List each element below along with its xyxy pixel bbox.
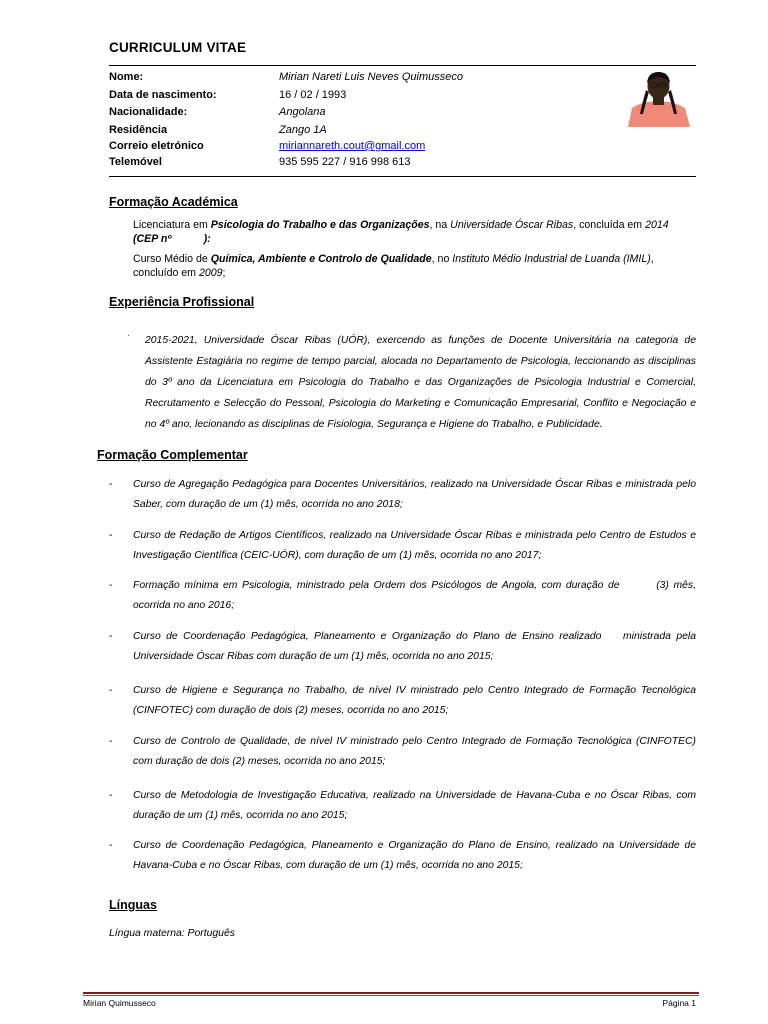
section-title-languages: Línguas (109, 898, 157, 912)
list-item-text: Curso de Redação de Artigos Científicos, realizado na Universidade Óscar Ribas e ministrada pelo Centro de Estudos e Investigação Científica (CEIC-UÓR), com duração de um (1) mês, ocorrida no ano 2017; (133, 530, 696, 561)
info-value: 16 / 02 / 1993 (279, 89, 347, 101)
info-label: Residência (109, 124, 168, 136)
academic-text: , no (431, 253, 453, 265)
academic-text: , na (429, 219, 451, 231)
list-item-text: Curso de Coordenação Pedagógica, Planeamento e Organização do Plano de Ensino, realizado na Universidade de Havana-Cuba e no Óscar Ribas, com duração de um (1) mês, ocorrida no ano 2015; (133, 840, 696, 871)
profile-photo (624, 70, 693, 127)
footer-divider-thin (83, 995, 699, 996)
academic-institution: Universidade Óscar Ribas (450, 219, 574, 231)
native-language: Língua materna: Português (109, 928, 235, 939)
list-dash: - (109, 840, 113, 851)
academic-institution: Instituto Médio Industrial de Luanda (IMIL) (452, 253, 651, 265)
section-title-complementary: Formação Complementar (97, 448, 248, 462)
academic-year: 2014 (645, 219, 669, 231)
info-label: Telemóvel (109, 156, 162, 168)
experience-bullet: · (127, 331, 130, 340)
list-dash: - (109, 790, 113, 801)
footer-page-number: Página 1 (662, 998, 696, 1008)
email-link[interactable]: miriannareth.cout@gmail.com (279, 140, 426, 152)
academic-item-1 (133, 218, 696, 246)
academic-course: Psicologia do Trabalho e das Organizações (210, 219, 430, 231)
list-dash: - (109, 736, 113, 747)
list-item-text: Curso de Coordenação Pedagógica, Planeamento e Organização do Plano de Ensino realizado ministrada pela Universidade Óscar Ribas com duração de um (1) mês, ocorrida no ano 2015; (133, 631, 699, 662)
title-rule (109, 65, 696, 66)
info-label: Data de nascimento: (109, 89, 217, 101)
info-label: Correio eletrónico (109, 140, 204, 152)
list-item-text: Curso de Agregação Pedagógica para Docentes Universitários, realizado na Universidade Óscar Ribas e ministrada pelo Saber, com duração de um (1) mês, ocorrida no ano 2018; (133, 479, 696, 510)
footer-divider (83, 992, 699, 994)
section-title-experience: Experiência Profissional (109, 295, 255, 309)
academic-year: 2009 (198, 267, 223, 279)
list-item-text: Formação mínima em Psicologia, ministrado pela Ordem dos Psicólogos de Angola, com duração de (3) mês, ocorrida no ano 2016; (133, 580, 699, 611)
list-item-text: Curso de Metodologia de Investigação Educativa, realizado na Universidade de Havana-Cuba e no Óscar Ribas, com duração de um (1) mês, ocorrida no ano 2015; (133, 790, 696, 821)
section-title-academic: Formação Académica (109, 195, 238, 209)
academic-text: ; (222, 267, 226, 279)
info-value: Angolana (279, 106, 326, 118)
info-value: Zango 1A (279, 124, 327, 136)
academic-text: , concluída em (573, 219, 646, 231)
page-title: CURRICULUM VITAE (109, 40, 247, 55)
list-dash: - (109, 479, 113, 490)
list-dash: - (109, 631, 113, 642)
info-rule (109, 176, 696, 177)
list-item-text: Curso de Controlo de Qualidade, de nível IV ministrado pelo Centro Integrado de Formação Tecnológica (CINFOTEC) com duração de dois (2) meses, ocorrida no ano 2015; (133, 736, 696, 767)
info-label: Nome: (109, 71, 144, 83)
list-dash: - (109, 685, 113, 696)
list-dash: - (109, 580, 113, 591)
list-dash: - (109, 530, 113, 541)
academic-cep: (CEP nº ): (133, 219, 672, 245)
info-value: 935 595 227 / 916 998 613 (279, 156, 411, 168)
experience-text: 2015-2021, Universidade Óscar Ribas (UÓR), exercendo as funções de Docente Universitária na categoria de Assistente Estagiária no regime de tempo parcial, alocada no Departamento de Psicologia, leccionando as disciplinas do 3º ano da Licenciatura em Psicologia do Trabalho e das Organizações de Psicologia Industrial e Comercial, Recrutamento e Selecção do Pessoal, Psicologia do Marketing e Comunicação Empresarial, Conflito e Negociação e no 4º ano, lecionando as disciplinas de Fisiologia, Segurança e Higiene do Trabalho, e Publicidade. (145, 335, 696, 430)
academic-text: , concluído em (133, 253, 654, 279)
academic-item-2 (133, 252, 696, 280)
info-label: Nacionalidade: (109, 106, 188, 118)
list-item-text: Curso de Higiene e Segurança no Trabalho, de nível IV ministrado pelo Centro Integrado de Formação Tecnológica (CINFOTEC) com duração de dois (2) meses, ocorrida no ano 2015; (133, 685, 696, 716)
info-value: Mirian Nareti Luis Neves Quimusseco (279, 71, 464, 83)
academic-course: Química, Ambiente e Controlo de Qualidade (210, 253, 432, 265)
academic-text: Curso Médio de (133, 253, 211, 265)
academic-text: Licenciatura em (133, 219, 211, 231)
footer-author: Mirian Quimusseco (83, 998, 156, 1008)
